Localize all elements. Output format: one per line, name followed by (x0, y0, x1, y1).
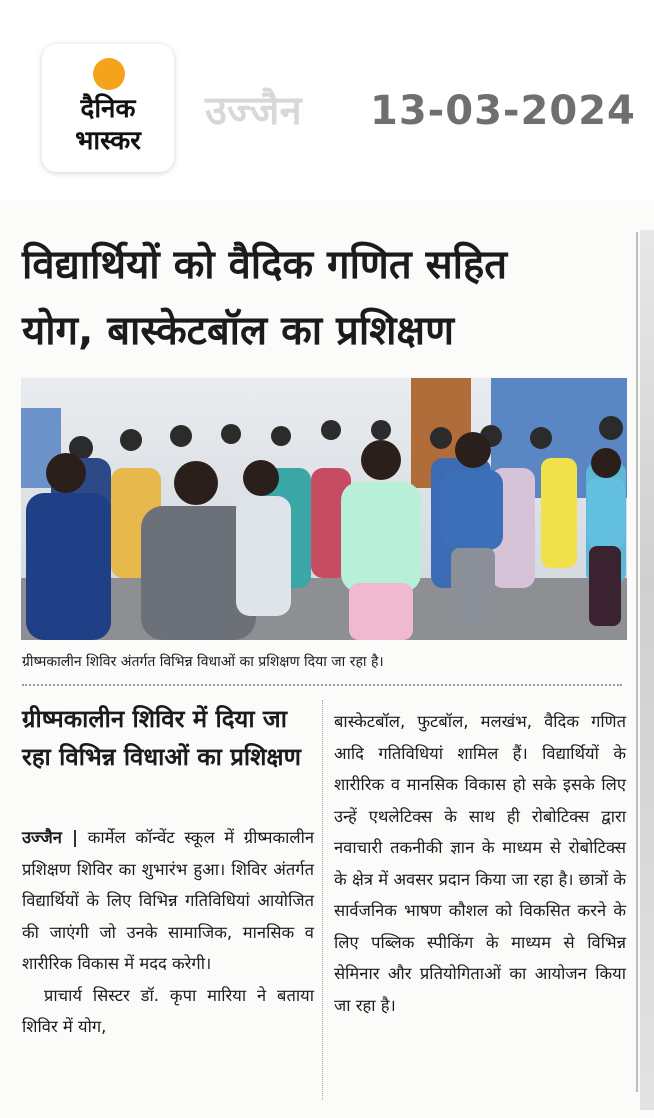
photo-caption: ग्रीष्मकालीन शिविर अंतर्गत विभिन्न विधाओं का प्रशिक्षण दिया जा रहा है। (22, 654, 384, 670)
dateline: उज्जैन | (22, 828, 79, 847)
headline-line2: योग, बास्केटबॉल का प्रशिक्षण (22, 308, 455, 354)
column-rule (636, 232, 638, 1092)
article-column-left (22, 822, 314, 1043)
article-headline (22, 232, 622, 364)
article-photo (21, 378, 627, 640)
article-subhead: ग्रीष्मकालीन शिविर में दिया जा रहा विभिन्न विधाओं का प्रशिक्षण (22, 705, 301, 771)
dotted-divider (22, 684, 622, 686)
headline-line1: विद्यार्थियों को वैदिक गणित सहित (22, 242, 508, 288)
adjacent-column-edge (640, 230, 654, 1110)
article-paragraph-3: बास्केटबॉल, फुटबॉल, मलखंभ, वैदिक गणित आदि गतिविधियां शामिल हैं। विद्यार्थियों के शारीरिक व मानसिक विकास हो सके इसके लिए उन्हें एथलेटिक्स के साथ ही रोबोटिक्स द्वारा नवाचारी तकनीकी ज्ञान के माध्यम से रोबोटिक्स के क्षेत्र में अवसर प्रदान किया जा रहा है। छात्रों के सार्वजनिक भाषण कौशल को विकसित करने के लिए पब्लिक स्पीकिंग के माध्यम से विभिन्न सेमिनार और प्रतियोगिताओं का आयोजन किया जा रहा है। (334, 712, 626, 1015)
students-training-photo (21, 378, 627, 640)
column-separator (322, 700, 323, 1100)
edition-date: 13-03-2024 (370, 88, 636, 134)
sun-icon (93, 58, 125, 90)
edition-city: उज्जैन (205, 88, 302, 134)
article-paragraph-2: प्राचार्य सिस्टर डॉ. कृपा मारिया ने बताया शिविर में योग, (22, 985, 314, 1036)
logo-text-line2: भास्कर (75, 126, 141, 156)
article-paragraph-1 (22, 822, 314, 980)
article-column-right (334, 706, 626, 1021)
masthead (0, 0, 654, 200)
dainik-bhaskar-logo (42, 44, 174, 172)
paragraph-1-text: कार्मेल कॉन्वेंट स्कूल में ग्रीष्मकालीन प्रशिक्षण शिविर का शुभारंभ हुआ। शिविर अंतर्गत विद्यार्थियों के लिए विभिन्न गतिविधियां आयोजित की जाएंगी जो उनके सामाजिक, मानसिक व शारीरिक विकास में मदद करेगी। (22, 828, 315, 973)
logo-text-line1: दैनिक (80, 94, 136, 124)
